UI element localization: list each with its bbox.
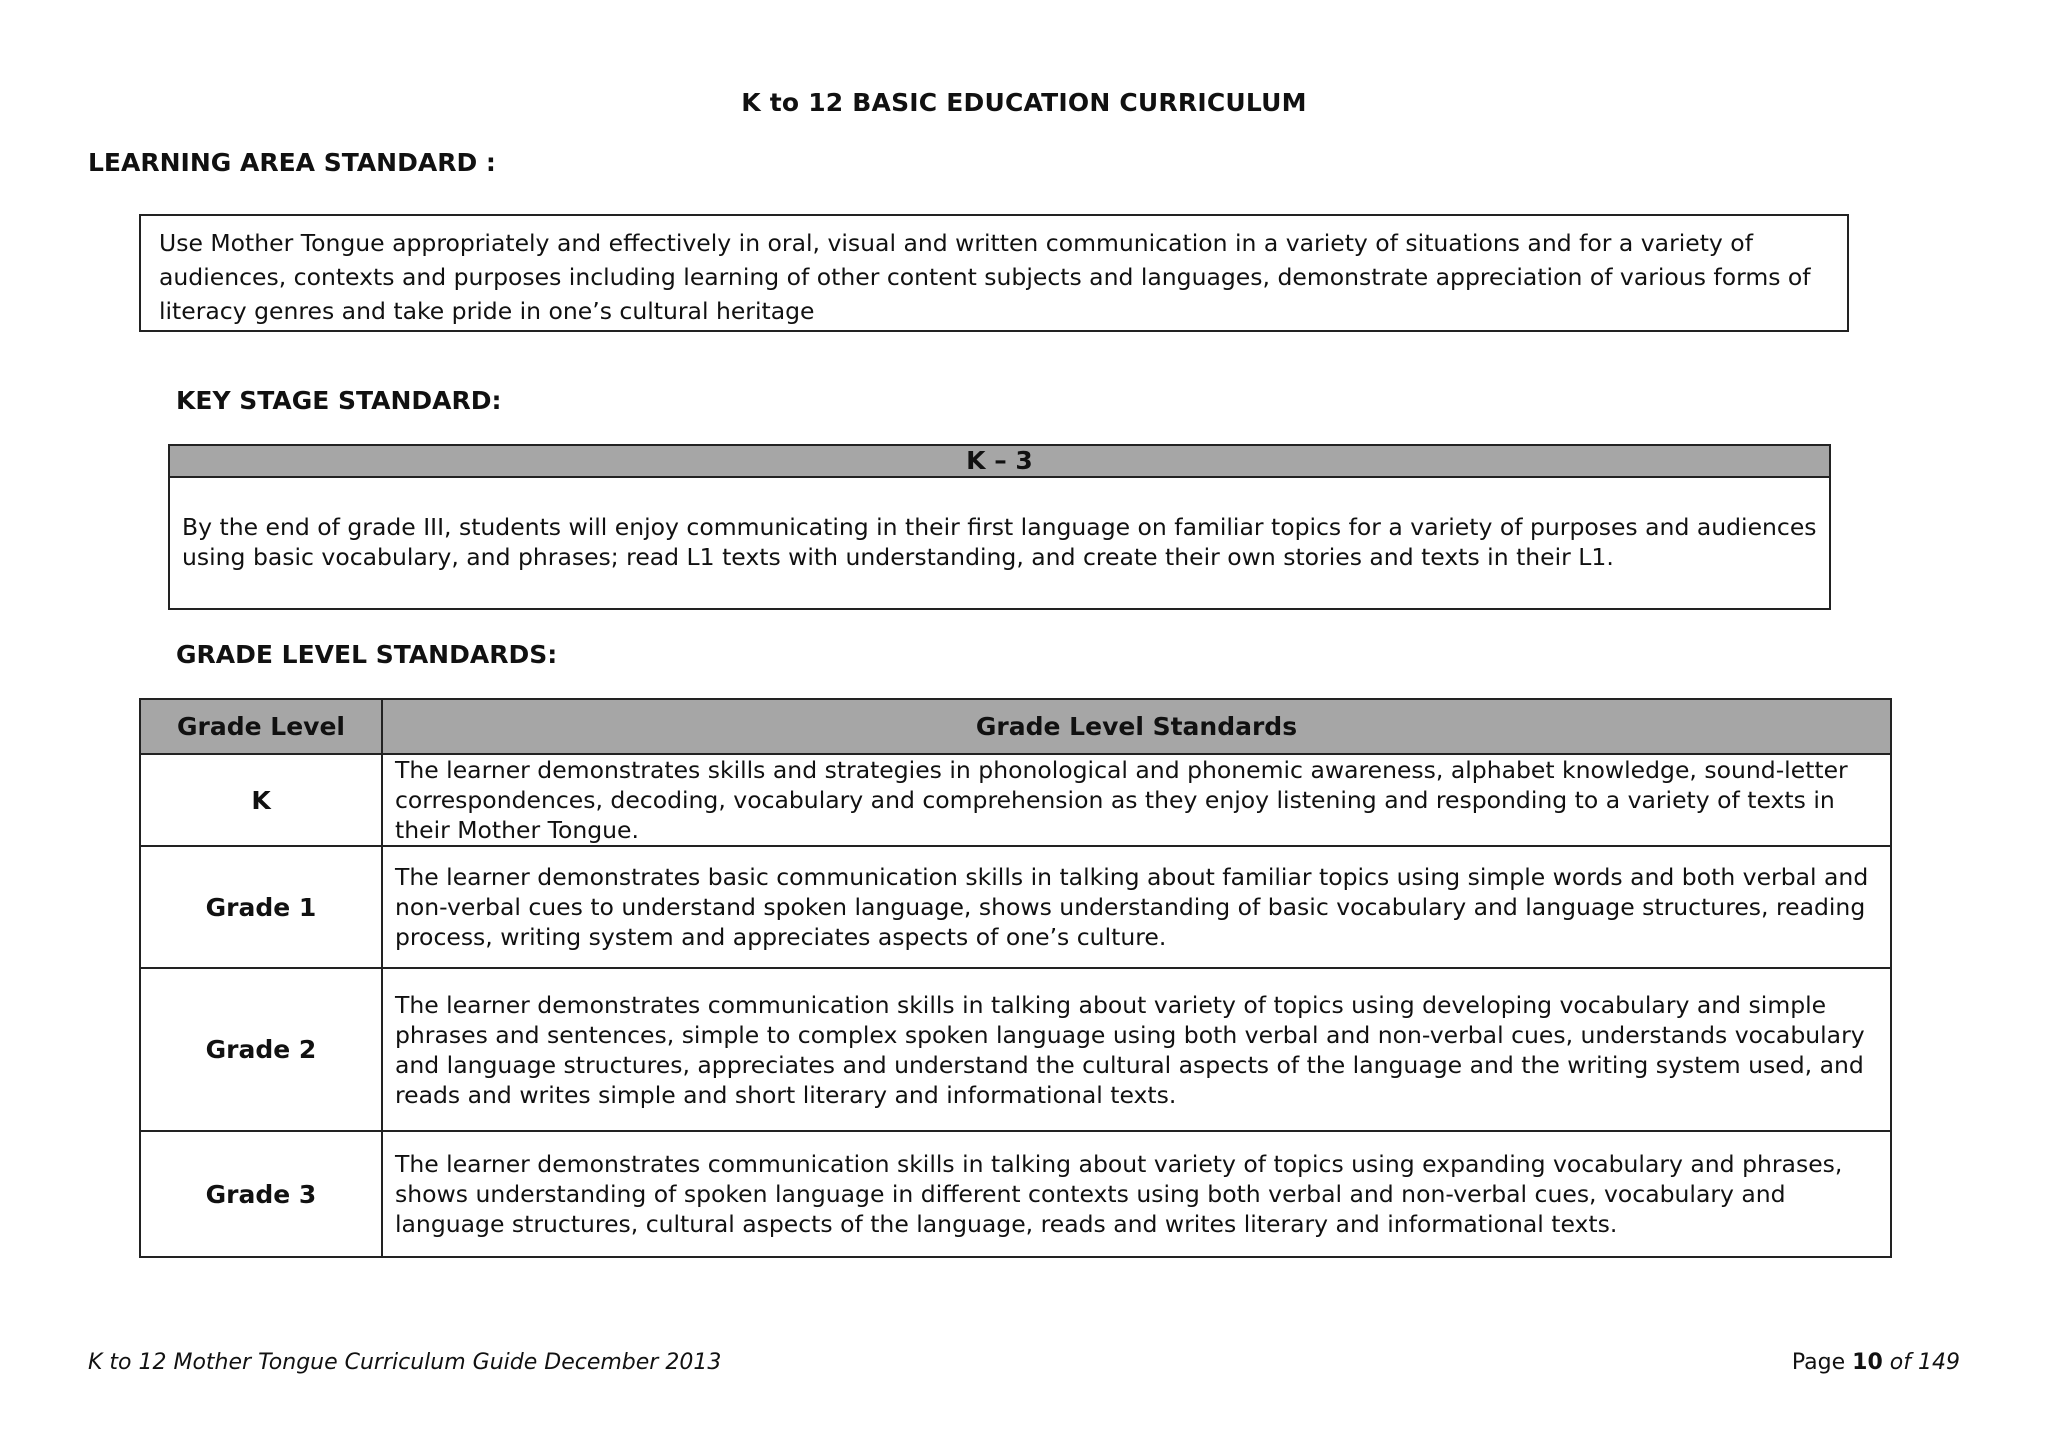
key-stage-standard-heading: KEY STAGE STANDARD: bbox=[176, 386, 502, 415]
grade-level-cell: Grade 2 bbox=[140, 968, 382, 1131]
column-header-grade-level-standards: Grade Level Standards bbox=[382, 699, 1891, 754]
grade-level-cell: Grade 1 bbox=[140, 846, 382, 968]
table-row bbox=[140, 968, 1891, 1131]
footer-guide-title: K to 12 Mother Tongue Curriculum Guide December 2013 bbox=[88, 1350, 722, 1375]
document-title: K to 12 BASIC EDUCATION CURRICULUM bbox=[741, 88, 1307, 117]
table-row bbox=[140, 846, 1891, 968]
grade-standard-cell: The learner demonstrates communication skills in talking about variety of topics using developing vocabulary and simple phrases and sentences, simple to complex spoken language using both verbal and non-verbal cues, understands vocabulary and language structures, appreciates and understand the cultural aspects of the language and the writing system used, and reads and writes simple and short literary and informational texts. bbox=[382, 968, 1891, 1131]
table-row bbox=[140, 1131, 1891, 1257]
grade-level-cell: Grade 3 bbox=[140, 1131, 382, 1257]
grade-level-cell: K bbox=[140, 754, 382, 846]
grade-standard-cell: The learner demonstrates communication skills in talking about variety of topics using expanding vocabulary and phrases, shows understanding of spoken language in different contexts using both verbal and non-verbal cues, vocabulary and language structures, cultural aspects of the language, reads and writes literary and informational texts. bbox=[382, 1131, 1891, 1257]
key-stage-standard-table bbox=[168, 444, 1831, 610]
grade-standard-cell: The learner demonstrates basic communication skills in talking about familiar topics using simple words and both verbal and non-verbal cues to understand spoken language, shows understanding of basic vocabulary and language structures, reading process, writing system and appreciates aspects of one’s culture. bbox=[382, 846, 1891, 968]
learning-area-standard-box bbox=[139, 214, 1849, 332]
footer-page-total: of 149 bbox=[1889, 1350, 1960, 1375]
grade-level-standards-heading: GRADE LEVEL STANDARDS: bbox=[176, 640, 558, 669]
learning-area-standard-text: Use Mother Tongue appropriately and effectively in oral, visual and written communication in a variety of situations and for a variety of audiences, contexts and purposes including learning of other content subjects and languages, demonstrate appreciation of various forms of literacy genres and take pride in one’s cultural heritage bbox=[159, 229, 1811, 325]
table-header-row bbox=[140, 699, 1891, 754]
footer-page-number: 10 bbox=[1852, 1350, 1883, 1375]
column-header-grade-level: Grade Level bbox=[140, 699, 382, 754]
footer-page-indicator bbox=[1792, 1350, 1960, 1375]
table-row bbox=[140, 754, 1891, 846]
key-stage-standard-text: By the end of grade III, students will enjoy communicating in their first language on familiar topics for a variety of purposes and audiences using basic vocabulary, and phrases; read L1 texts with understanding, and create their own stories and texts in their L1. bbox=[182, 513, 1817, 571]
footer-page-label: Page bbox=[1791, 1350, 1846, 1375]
grade-level-standards-table bbox=[139, 698, 1892, 1258]
grade-standard-cell: The learner demonstrates skills and strategies in phonological and phonemic awareness, alphabet knowledge, sound-letter correspondences, decoding, vocabulary and comprehension as they enjoy listening and responding to a variety of texts in their Mother Tongue. bbox=[382, 754, 1891, 846]
key-stage-label: K – 3 bbox=[170, 446, 1829, 478]
learning-area-standard-heading: LEARNING AREA STANDARD : bbox=[88, 148, 496, 177]
